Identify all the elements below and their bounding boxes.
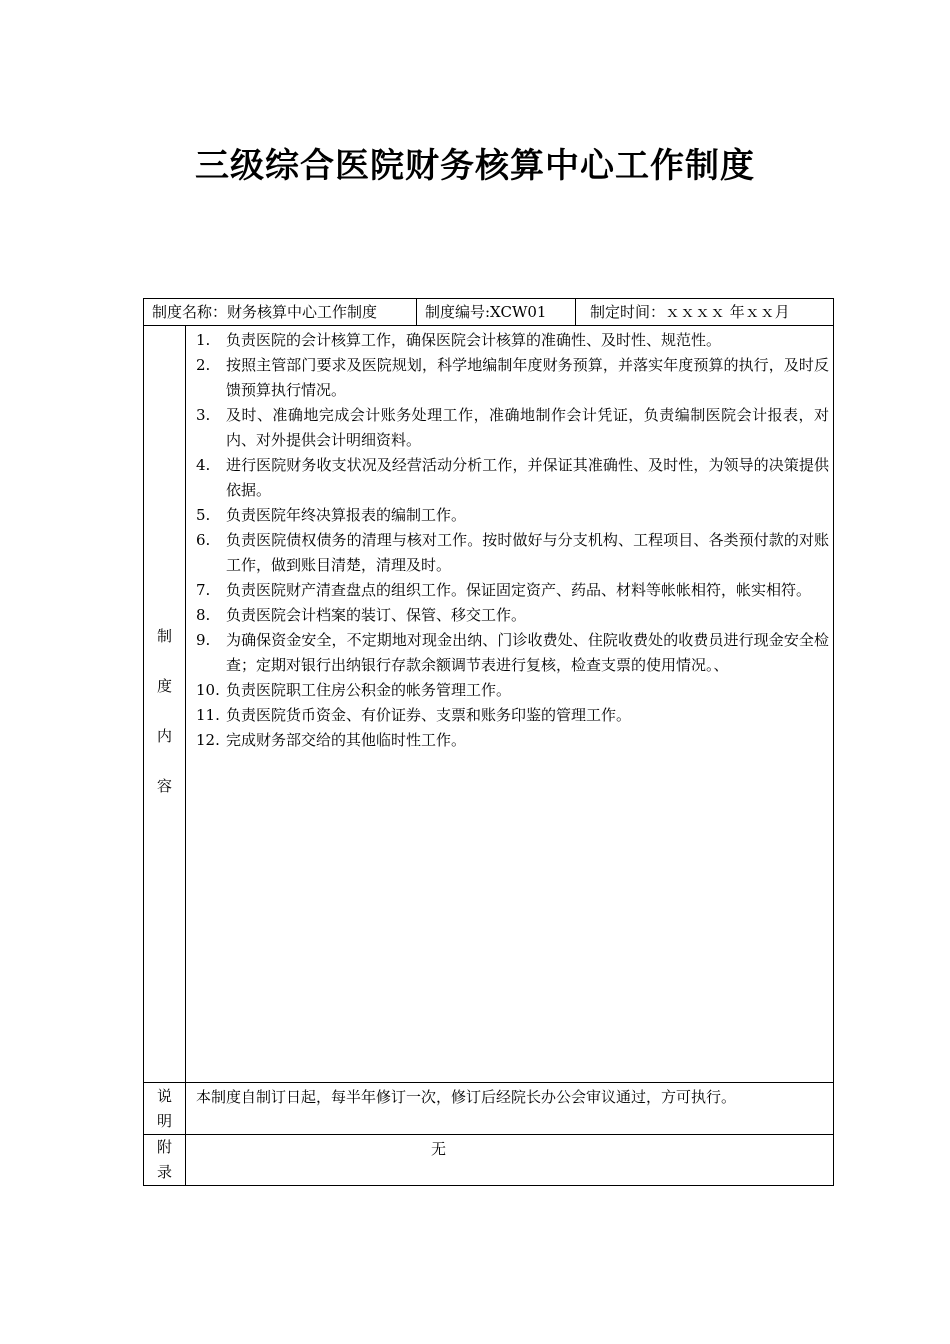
item-text: 负责医院年终决算报表的编制工作。 [226,506,467,524]
item-text: 进行医院财务收支状况及经营活动分析工作，并保证其准确性、及时性，为领导的决策提供依据。 [226,456,829,499]
content-label-char: 容 [156,777,172,795]
regulation-name-cell: 制度名称：财务核算中心工作制度 [144,299,417,325]
content-cell [186,326,833,1082]
table-header-row [144,299,833,326]
item-number: 8. [196,606,211,624]
item-number: 4. [196,456,211,474]
content-label-cell [144,326,186,1082]
list-item [186,453,831,503]
item-text: 负责医院货币资金、有价证券、支票和账务印鉴的管理工作。 [226,706,632,724]
item-text: 负责医院职工住房公积金的帐务管理工作。 [226,681,512,699]
item-number: 9. [196,631,211,649]
appendix-label-cell [144,1135,186,1185]
content-label-char: 度 [156,677,172,695]
regulation-code-cell: 制度编号:XCW01 [417,299,576,325]
item-number: 10. [196,681,220,699]
item-text: 按照主管部门要求及医院规划，科学地编制年度财务预算，并落实年度预算的执行，及时反馈预算执行情况。 [226,356,829,399]
item-text: 负责医院债权债务的清理与核对工作。按时做好与分支机构、工程项目、各类预付款的对账工作，做到账目清楚，清理及时。 [226,531,829,574]
item-number: 5. [196,506,211,524]
item-number: 2. [196,356,211,374]
content-label-char: 内 [156,727,172,745]
document-title: 三级综合医院财务核算中心工作制度 [195,146,755,186]
item-text: 完成财务部交给的其他临时性工作。 [226,731,467,749]
list-item [186,703,831,728]
list-item [186,503,831,528]
list-item [186,728,831,753]
list-item [186,628,831,678]
list-item [186,603,831,628]
list-item [186,403,831,453]
regulation-item-list [186,328,831,753]
list-item [186,578,831,603]
item-number: 1. [196,331,211,349]
item-text: 负责医院会计档案的装订、保管、移交工作。 [226,606,527,624]
list-item [186,353,831,403]
item-text: 负责医院的会计核算工作，确保医院会计核算的准确性、及时性、规范性。 [226,331,722,349]
item-number: 11. [196,706,220,724]
item-text: 为确保资金安全，不定期地对现金出纳、门诊收费处、住院收费处的收费员进行现金安全检查；定期对银行出纳银行存款余额调节表进行复核，检查支票的使用情况。、 [226,631,829,674]
item-number: 7. [196,581,211,599]
list-item [186,328,831,353]
appendix-text: 无 [431,1140,447,1158]
item-number: 12. [196,731,220,749]
note-label-char: 明 [156,1112,172,1130]
item-number: 6. [196,531,211,549]
regulation-table [143,298,834,1186]
note-label-char: 说 [156,1087,172,1105]
content-label-char: 制 [156,627,172,645]
note-text: 本制度自制订日起，每半年修订一次，修订后经院长办公会审议通过，方可执行。 [196,1088,737,1106]
row-divider [144,1134,833,1135]
item-text: 及时、准确地完成会计账务处理工作，准确地制作会计凭证，负责编制医院会计报表，对内、对外提供会计明细资料。 [226,406,829,449]
item-text: 负责医院财产清查盘点的组织工作。保证固定资产、药品、材料等帐帐相符，帐实相符。 [226,581,812,599]
appendix-label-char: 录 [156,1163,172,1181]
item-number: 3. [196,406,211,424]
row-divider [144,1082,833,1083]
list-item [186,528,831,578]
appendix-label-char: 附 [156,1138,172,1156]
list-item [186,678,831,703]
regulation-date-cell: 制定时间：ｘｘｘｘ 年ｘｘ月 [590,303,790,321]
note-label-cell [144,1083,186,1134]
